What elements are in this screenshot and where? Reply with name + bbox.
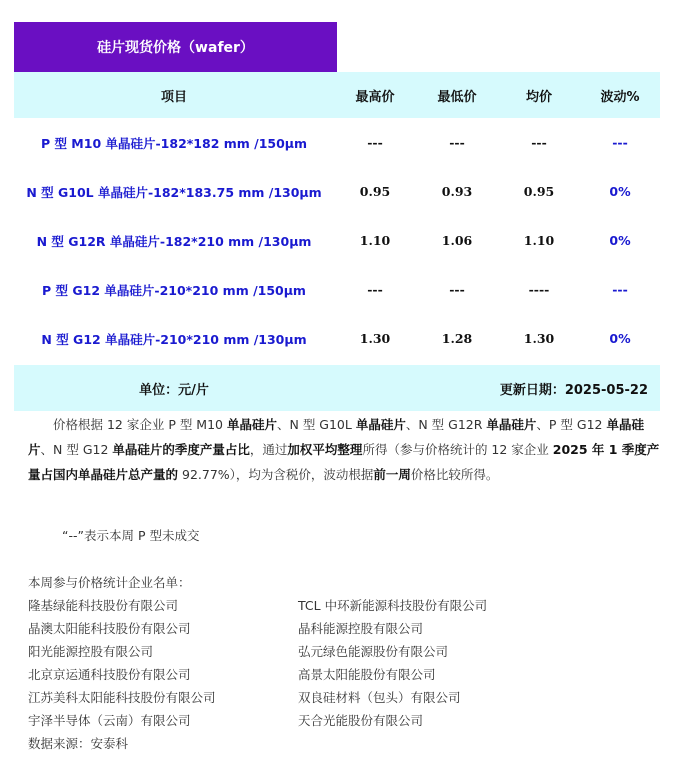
list-item: 北京京运通科技股份有限公司 <box>28 667 191 682</box>
company-list-section <box>28 571 628 755</box>
table-row <box>14 216 660 265</box>
note-text: 92.77%），均为含税价，波动根据 <box>178 467 374 482</box>
note-text: 所得（参与价格统计的 12 家企业 <box>362 442 553 457</box>
column-header-change: 波动% <box>600 89 640 105</box>
note-bold: 加权平均整理 <box>287 442 363 457</box>
unit-label: 单位：元/片 <box>139 382 209 398</box>
note-bold: 单晶硅片的季度产量占比 <box>112 442 250 457</box>
row-avg: 1.30 <box>523 331 555 346</box>
row-change: 0% <box>609 233 631 248</box>
price-table <box>14 72 660 411</box>
row-min: --- <box>449 282 465 297</box>
row-item: P 型 G12 单晶硅片-210*210 mm /150μm <box>42 282 306 298</box>
row-avg: 1.10 <box>523 233 555 248</box>
update-date: 更新日期：2025-05-22 <box>499 382 648 398</box>
row-item: P 型 M10 单晶硅片-182*182 mm /150μm <box>40 135 308 151</box>
table-header-row <box>14 72 660 118</box>
list-item: 江苏美科太阳能科技股份有限公司 <box>28 690 216 705</box>
row-item: N 型 G12R 单晶硅片-182*210 mm /130μm <box>36 233 312 249</box>
row-change: 0% <box>609 184 631 199</box>
list-item: 高景太阳能股份有限公司 <box>298 667 436 682</box>
list-item: 阳光能源控股有限公司 <box>28 644 154 659</box>
row-max: 0.95 <box>359 184 391 199</box>
note-text: 、N 型 G12 <box>40 442 113 457</box>
list-item: 弘元绿色能源股份有限公司 <box>298 644 449 659</box>
list-item: 晶澳太阳能科技股份有限公司 <box>28 621 191 636</box>
row-change: --- <box>612 282 628 297</box>
table-row <box>14 118 660 167</box>
row-change: 0% <box>609 331 631 346</box>
table-footer-row <box>14 365 660 411</box>
column-header-max: 最高价 <box>355 89 395 105</box>
row-max: --- <box>367 135 383 150</box>
list-item: 隆基绿能科技股份有限公司 <box>28 598 179 613</box>
note-bold: 单晶硅片 <box>355 417 406 432</box>
row-avg: --- <box>531 135 547 150</box>
column-header-item: 项目 <box>160 89 187 105</box>
note-text: 价格比较所得。 <box>410 467 499 482</box>
note-text: ，通过 <box>249 442 288 457</box>
no-trade-legend: “--”表示本周 P 型未成交 <box>62 528 200 543</box>
pricing-method-note <box>28 412 664 487</box>
table-row <box>14 167 660 216</box>
table-row <box>14 265 660 314</box>
list-item: 天合光能股份有限公司 <box>298 713 424 728</box>
row-min: 0.93 <box>441 184 473 199</box>
column-header-avg: 均价 <box>525 89 552 105</box>
table-row <box>14 314 660 363</box>
list-item: 双良硅材料（包头）有限公司 <box>298 690 461 705</box>
row-min: --- <box>449 135 465 150</box>
row-item: N 型 G12 单晶硅片-210*210 mm /130μm <box>41 331 307 347</box>
company-list-title: 本周参与价格统计企业名单： <box>28 575 191 590</box>
row-max: --- <box>367 282 383 297</box>
note-bold: 单晶硅片 <box>486 417 537 432</box>
list-item: 晶科能源控股有限公司 <box>298 621 424 636</box>
list-item: 宇泽半导体（云南）有限公司 <box>28 713 191 728</box>
section-title: 硅片现货价格（wafer） <box>97 40 254 56</box>
section-title-tab <box>14 22 337 72</box>
company-list <box>28 594 628 732</box>
row-item: N 型 G10L 单晶硅片-182*183.75 mm /130μm <box>26 184 322 200</box>
row-max: 1.10 <box>359 233 391 248</box>
note-bold: 单晶硅片 <box>226 417 277 432</box>
data-source: 数据来源：安泰科 <box>28 736 129 751</box>
row-avg: ---- <box>528 282 550 297</box>
note-text: 、N 型 G10L <box>277 417 356 432</box>
note-text: 、N 型 G12R <box>405 417 487 432</box>
note-bold: 2025 年 1 季度产量占国内单晶硅片总产量的 <box>28 442 660 482</box>
note-bold: 前一周 <box>373 467 411 482</box>
row-min: 1.06 <box>441 233 473 248</box>
list-item: TCL 中环新能源科技股份有限公司 <box>298 598 488 613</box>
note-bold: 单晶硅片 <box>28 417 644 457</box>
row-min: 1.28 <box>441 331 473 346</box>
row-avg: 0.95 <box>523 184 555 199</box>
note-text: 、P 型 G12 <box>536 417 607 432</box>
row-max: 1.30 <box>359 331 391 346</box>
note-text: 价格根据 12 家企业 P 型 M10 <box>53 417 227 432</box>
row-change: --- <box>612 135 628 150</box>
column-header-min: 最低价 <box>437 89 477 105</box>
